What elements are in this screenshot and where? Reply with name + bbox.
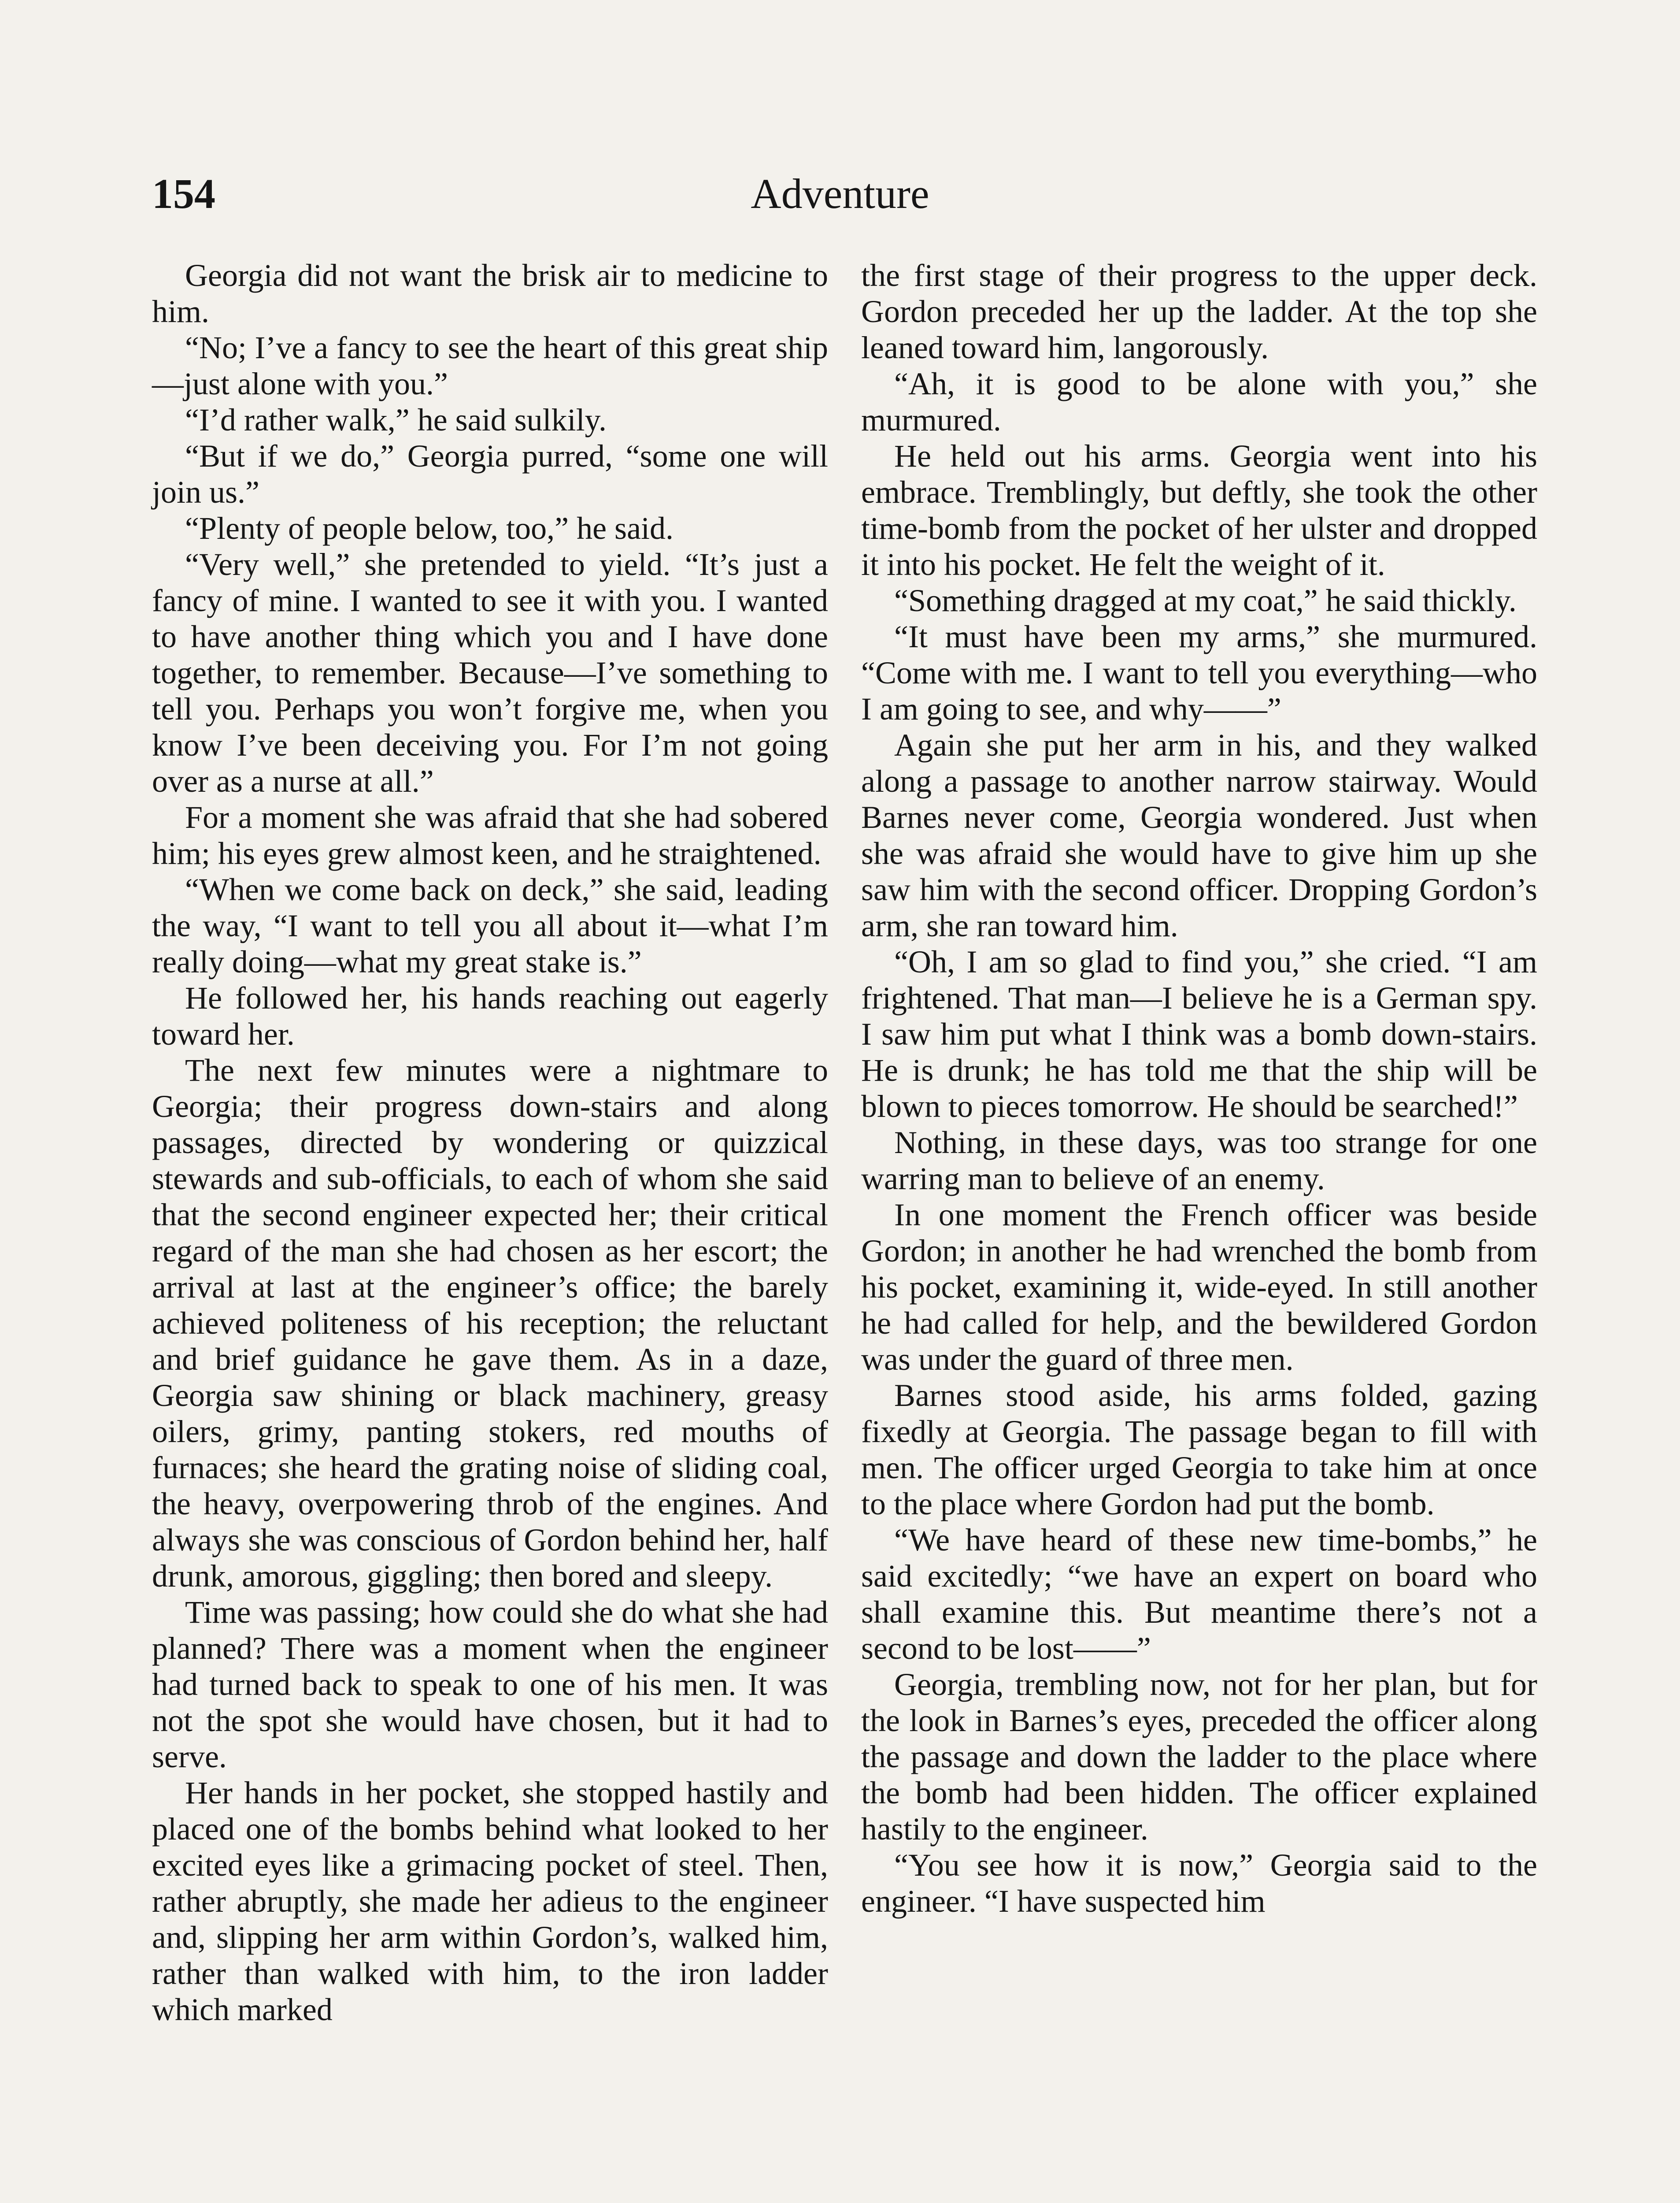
- paragraph: Nothing, in these days, was too strange for one warring man to believe of an enemy.: [861, 1125, 1537, 1196]
- paragraph: “Very well,” she pretended to yield. “It’s just a fancy of mine. I wanted to see it with you. I wanted to have another thing which you and I have done together, to remember. Because—I’ve something to tell you. Perhaps you won’t forgive me, when you know I’ve been deceiving you. For I’m not going over as a nurse at all.”: [152, 547, 828, 799]
- paragraph: He followed her, his hands reaching out eagerly toward her.: [152, 980, 828, 1052]
- paragraph: “Oh, I am so glad to find you,” she cried. “I am frightened. That man—I believe he is a German spy. I saw him put what I think was a bomb down-stairs. He is drunk; he has told me that the ship will be blown to pieces tomorrow. He should be searched!”: [861, 944, 1537, 1124]
- paragraph: Georgia, trembling now, not for her plan, but for the look in Barnes’s eyes, preceded the officer along the passage and down the ladder to the place where the bomb had been hidden. The officer explained hastily to the engineer.: [861, 1667, 1537, 1847]
- paragraph: “It must have been my arms,” she murmured. “Come with me. I want to tell you everything—who I am going to see, and why——”: [861, 619, 1537, 727]
- paragraph: Time was passing; how could she do what she had planned? There was a moment when the engineer had turned back to speak to one of his men. It was not the spot she would have chosen, but it had to serve.: [152, 1595, 828, 1774]
- paragraph-continued: the first stage of their progress to the upper deck. Gordon preceded her up the ladder. At the top she leaned toward him, langorously.: [861, 258, 1537, 365]
- paragraph: In one moment the French officer was beside Gordon; in another he had wrenched the bomb from his pocket, examining it, wide-eyed. In still another he had called for help, and the bewildered Gordon was under the guard of three men.: [861, 1197, 1537, 1377]
- paragraph: For a moment she was afraid that she had sobered him; his eyes grew almost keen, and he straightened.: [152, 800, 828, 871]
- paragraph: Barnes stood aside, his arms folded, gazing fixedly at Georgia. The passage began to fill with men. The officer urged Georgia to take him at once to the place where Gordon had put the bomb.: [861, 1378, 1537, 1521]
- paragraph: The next few minutes were a nightmare to Georgia; their progress down-stairs and along passages, directed by wondering or quizzical stewards and sub-officials, to each of whom she said that the second engineer expected her; their critical regard of the man she had chosen as her escort; the arrival at last at the engineer’s office; the barely achieved politeness of his reception; the reluctant and brief guidance he gave them. As in a daze, Georgia saw shining or black machinery, greasy oilers, grimy, panting stokers, red mouths of furnaces; she heard the grating noise of sliding coal, the heavy, overpowering throb of the engines. And always she was conscious of Gordon behind her, half drunk, amorous, giggling; then bored and sleepy.: [152, 1053, 828, 1594]
- left-column: [152, 257, 828, 2028]
- paragraph: “Plenty of people below, too,” he said.: [185, 511, 674, 546]
- paragraph: Georgia did not want the brisk air to medicine to him.: [152, 258, 828, 329]
- paragraph: Again she put her arm in his, and they walked along a passage to another narrow stairway. Would Barnes never come, Georgia wondered. Just when she was afraid she would have to give him up she saw him with the second officer. Dropping Gordon’s arm, she ran toward him.: [861, 727, 1537, 943]
- paragraph: He held out his arms. Georgia went into his embrace. Tremblingly, but deftly, she took the other time-bomb from the pocket of her ulster and dropped it into his pocket. He felt the weight of it.: [861, 438, 1537, 582]
- running-head-title: Adventure: [751, 170, 929, 217]
- paragraph: “No; I’ve a fancy to see the heart of this great ship—just alone with you.”: [152, 330, 828, 401]
- paragraph: “I’d rather walk,” he said sulkily.: [185, 402, 607, 438]
- paragraph: “But if we do,” Georgia purred, “some one will join us.”: [152, 438, 828, 510]
- paragraph: “When we come back on deck,” she said, leading the way, “I want to tell you all about it—what I’m really doing—what my great stake is.”: [152, 872, 828, 979]
- paragraph: Her hands in her pocket, she stopped hastily and placed one of the bombs behind what looked to her excited eyes like a grimacing pocket of steel. Then, rather abruptly, she made her adieus to the engineer and, slipping her arm within Gordon’s, walked him, rather than walked with him, to the iron ladder which marked: [152, 1775, 828, 2027]
- right-column: [861, 257, 1537, 1919]
- paragraph: “We have heard of these new time-bombs,” he said excitedly; “we have an expert on board who shall examine this. But meantime there’s not a second to be lost——”: [861, 1522, 1537, 1666]
- paragraph: “Ah, it is good to be alone with you,” she murmured.: [861, 366, 1537, 438]
- page-number: 154: [152, 170, 215, 217]
- paragraph: “Something dragged at my coat,” he said thickly.: [894, 583, 1517, 618]
- paragraph: “You see how it is now,” Georgia said to the engineer. “I have suspected him: [861, 1847, 1537, 1919]
